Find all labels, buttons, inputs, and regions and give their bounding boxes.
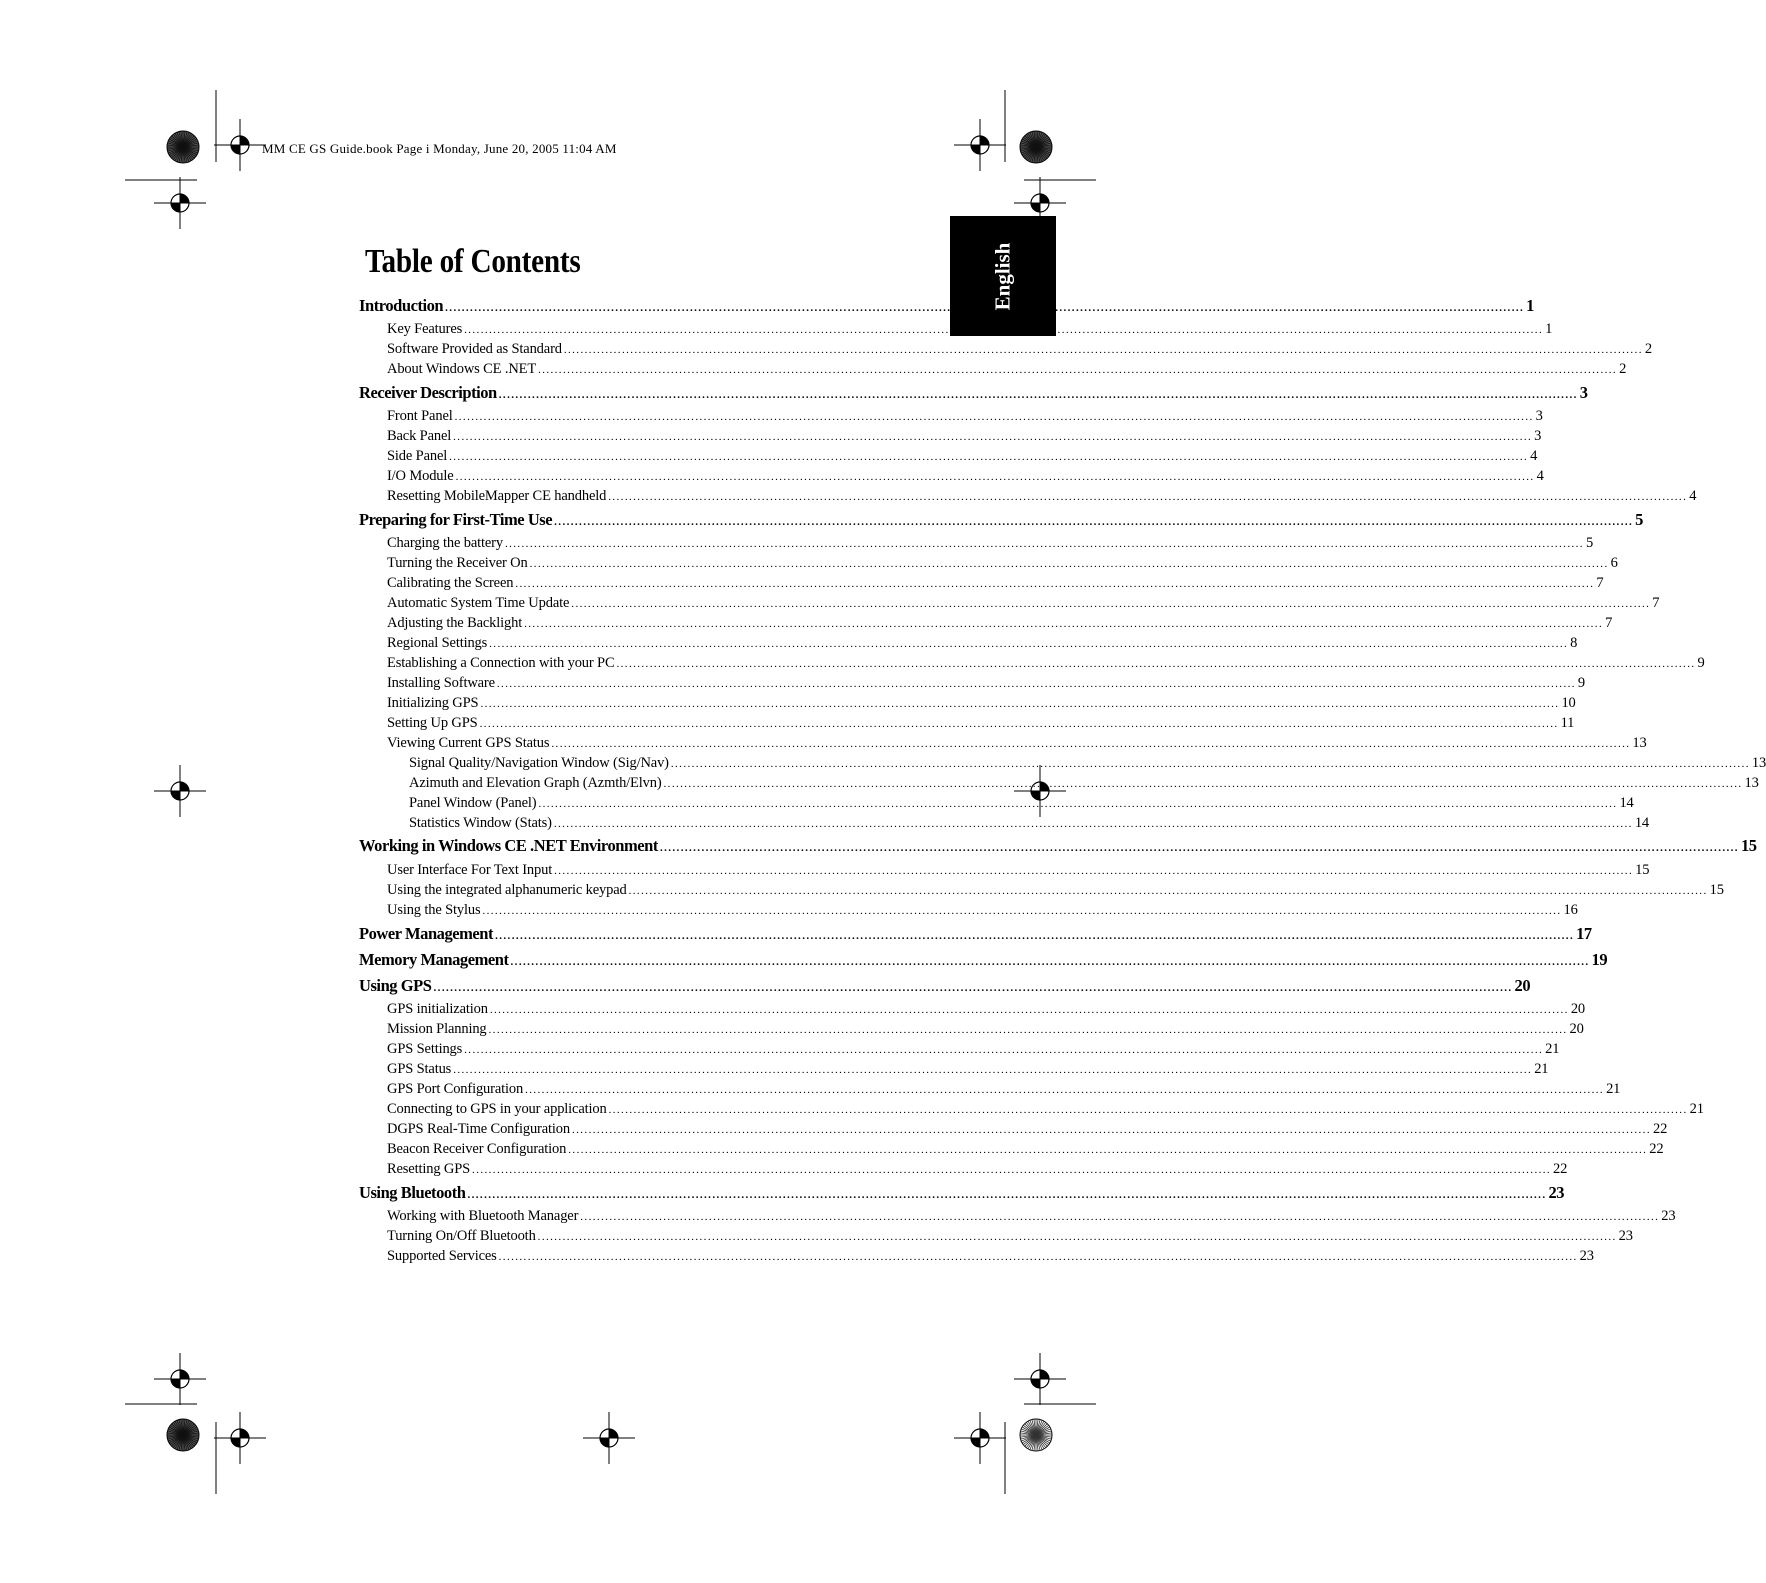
toc-entry-label: Statistics Window (Stats) (409, 815, 552, 831)
toc-section-entry (387, 653, 1705, 673)
toc-entry-page-number: 3 (1579, 383, 1588, 402)
toc-entry-page-number: 5 (1635, 510, 1643, 529)
toc-entry-page-number: 14 (1634, 815, 1650, 831)
toc-entry-label: Back Panel (387, 428, 452, 444)
toc-section-entry (387, 339, 1652, 359)
dot-leader: .................................................................................................................................................................................................................................................................... (538, 364, 1618, 376)
toc-section-entry (387, 900, 1578, 920)
dot-leader: .................................................................................................................................................................................................................................................................... (553, 818, 1633, 830)
toc-entry-label: Resetting MobileMapper CE handheld (387, 488, 607, 504)
dot-leader: .................................................................................................................................................................................................................................................................... (628, 885, 1708, 897)
toc-entry-page-number: 4 (1536, 468, 1544, 484)
toc-entry-label: Automatic System Time Update (387, 595, 570, 611)
toc-entry-page-number: 21 (1534, 1061, 1549, 1077)
dot-leader: .................................................................................................................................................................................................................................................................... (608, 491, 1688, 503)
toc-entry-page-number: 22 (1553, 1161, 1568, 1177)
toc-entry-page-number: 20 (1570, 1001, 1586, 1017)
dot-leader: .................................................................................................................................................................................................................................................................... (568, 1144, 1648, 1156)
dot-leader: .................................................................................................................................................................................................................................................................... (455, 471, 1535, 483)
toc-entry-page-number: 22 (1649, 1141, 1664, 1157)
toc-entry-label: Setting Up GPS (387, 715, 478, 731)
toc-entry-label: Beacon Receiver Configuration (387, 1141, 567, 1157)
toc-entry-label: Introduction (359, 296, 444, 315)
dot-leader: .................................................................................................................................................................................................................................................................... (616, 658, 1696, 670)
toc-entry-page-number: 16 (1563, 902, 1578, 918)
toc-entry-label: Front Panel (387, 408, 453, 424)
dot-leader: .................................................................................................................................................................................................................................................................... (464, 324, 1544, 336)
dot-leader: .................................................................................................................................................................................................................................................................... (529, 558, 1609, 570)
dot-leader: .................................................................................................................................................................................................................................................................... (488, 1024, 1568, 1036)
toc-entry-page-number: 23 (1661, 1208, 1676, 1224)
dot-leader: .................................................................................................................................................................................................................................................................... (489, 638, 1569, 650)
toc-chapter-entry (359, 924, 1592, 944)
toc-entry-label: Turning the Receiver On (387, 555, 528, 571)
toc-entry-page-number: 22 (1652, 1121, 1668, 1137)
toc-entry-page-number: 21 (1545, 1041, 1560, 1057)
dot-leader: .................................................................................................................................................................................................................................................................... (670, 758, 1750, 770)
dot-leader: .................................................................................................................................................................................................................................................................... (515, 578, 1595, 590)
toc-entry-label: Initializing GPS (387, 695, 479, 711)
toc-entry-page-number: 4 (1530, 448, 1538, 464)
dot-leader: .................................................................................................................................................................................................................................................................... (580, 1211, 1660, 1223)
toc-entry-label: Signal Quality/Navigation Window (Sig/Nav) (409, 755, 669, 771)
toc-section-entry (387, 1119, 1668, 1139)
dot-leader: .................................................................................................................................................................................................................................................................... (554, 865, 1634, 877)
toc-section-entry (387, 1059, 1549, 1079)
toc-entry-label: Regional Settings (387, 635, 488, 651)
toc-entry-label: Mission Planning (387, 1021, 487, 1037)
dot-leader: .................................................................................................................................................................................................................................................................... (453, 431, 1533, 443)
toc-entry-page-number: 23 (1548, 1183, 1565, 1202)
toc-entry-label: Calibrating the Screen (387, 575, 514, 591)
toc-chapter-entry (359, 836, 1757, 856)
language-tab-label: English (990, 242, 1015, 310)
toc-entry-page-number: 15 (1709, 882, 1724, 898)
dot-leader: .................................................................................................................................................................................................................................................................... (571, 1124, 1651, 1136)
toc-entry-label: Panel Window (Panel) (409, 795, 537, 811)
toc-section-entry (387, 1206, 1676, 1226)
toc-section-entry (387, 673, 1585, 693)
dot-leader: .................................................................................................................................................................................................................................................................... (510, 956, 1590, 968)
toc-entry-page-number: 3 (1535, 408, 1543, 424)
dot-leader: .................................................................................................................................................................................................................................................................... (472, 1164, 1552, 1176)
toc-entry-page-number: 21 (1689, 1101, 1704, 1117)
toc-entry-label: Adjusting the Backlight (387, 615, 523, 631)
toc-entry-label: Resetting GPS (387, 1161, 471, 1177)
toc-entry-page-number: 6 (1610, 555, 1618, 571)
toc-entry-label: GPS Port Configuration (387, 1081, 524, 1097)
toc-entry-page-number: 21 (1606, 1081, 1621, 1097)
toc-entry-label: Receiver Description (359, 383, 497, 402)
toc-entry-label: Working in Windows CE .NET Environment (359, 836, 658, 855)
toc-section-entry (387, 1139, 1664, 1159)
dot-leader: .................................................................................................................................................................................................................................................................... (495, 930, 1575, 942)
toc-section-entry (387, 533, 1594, 553)
toc-section-entry (387, 466, 1544, 486)
toc-entry-page-number: 7 (1652, 595, 1660, 611)
toc-entry-label: Supported Services (387, 1248, 497, 1264)
toc-entry-label: Establishing a Connection with your PC (387, 655, 615, 671)
toc-section-entry (387, 553, 1618, 573)
toc-entry-label: GPS Status (387, 1061, 452, 1077)
toc-entry-page-number: 13 (1744, 775, 1759, 791)
toc-entry-label: Azimuth and Elevation Graph (Azmth/Elvn) (409, 775, 662, 791)
dot-leader: .................................................................................................................................................................................................................................................................... (537, 1231, 1617, 1243)
dot-leader: .................................................................................................................................................................................................................................................................... (464, 1044, 1544, 1056)
dot-leader: .................................................................................................................................................................................................................................................................... (554, 516, 1634, 528)
toc-section-entry (387, 693, 1576, 713)
toc-entry-page-number: 13 (1751, 755, 1766, 771)
dot-leader: .................................................................................................................................................................................................................................................................... (433, 982, 1513, 994)
dot-leader: .................................................................................................................................................................................................................................................................... (551, 738, 1631, 750)
toc-section-entry (387, 1019, 1584, 1039)
toc-section-entry (409, 773, 1759, 793)
toc-entry-page-number: 20 (1569, 1021, 1584, 1037)
toc-entry-label: GPS initialization (387, 1001, 488, 1017)
dot-leader: .................................................................................................................................................................................................................................................................... (489, 1004, 1569, 1016)
toc-chapter-entry (359, 976, 1531, 996)
dot-leader: .................................................................................................................................................................................................................................................................... (480, 698, 1560, 710)
toc-chapter-entry (359, 296, 1534, 316)
toc-section-entry (387, 593, 1660, 613)
toc-section-entry (387, 319, 1553, 339)
toc-entry-label: GPS Settings (387, 1041, 463, 1057)
dot-leader: .................................................................................................................................................................................................................................................................... (449, 451, 1529, 463)
toc-entry-page-number: 19 (1591, 950, 1608, 969)
dot-leader: .................................................................................................................................................................................................................................................................... (482, 905, 1562, 917)
toc-entry-page-number: 9 (1697, 655, 1705, 671)
dot-leader: .................................................................................................................................................................................................................................................................... (467, 1189, 1547, 1201)
toc-entry-label: Side Panel (387, 448, 448, 464)
toc-entry-label: DGPS Real-Time Configuration (387, 1121, 570, 1137)
toc-entry-label: About Windows CE .NET (387, 361, 537, 377)
toc-entry-page-number: 11 (1560, 715, 1575, 731)
toc-entry-page-number: 8 (1570, 635, 1578, 651)
toc-entry-label: Charging the battery (387, 535, 503, 551)
dot-leader: .................................................................................................................................................................................................................................................................... (498, 1251, 1578, 1263)
toc-section-entry (387, 446, 1538, 466)
toc-chapter-entry (359, 383, 1588, 403)
toc-chapter-entry (359, 950, 1608, 970)
toc-entry-page-number: 4 (1689, 488, 1697, 504)
toc-section-entry (387, 1159, 1568, 1179)
toc-entry-page-number: 9 (1577, 675, 1585, 691)
toc-entry-page-number: 15 (1635, 862, 1650, 878)
toc-section-entry (387, 860, 1650, 880)
toc-section-entry (387, 1039, 1560, 1059)
toc-entry-page-number: 5 (1585, 535, 1594, 551)
toc-entry-page-number: 20 (1514, 976, 1531, 995)
toc-section-entry (409, 793, 1634, 813)
toc-entry-label: Using GPS (359, 976, 432, 995)
toc-entry-page-number: 7 (1596, 575, 1604, 591)
toc-section-entry (387, 426, 1542, 446)
toc-section-entry (409, 753, 1766, 773)
toc-section-entry (387, 1099, 1704, 1119)
toc-section-entry (387, 713, 1575, 733)
dot-leader: .................................................................................................................................................................................................................................................................... (538, 798, 1618, 810)
toc-entry-page-number: 15 (1740, 836, 1757, 855)
toc-section-entry (387, 1226, 1633, 1246)
dot-leader: .................................................................................................................................................................................................................................................................... (504, 538, 1584, 550)
toc-section-entry (409, 813, 1650, 833)
toc-entry-label: Viewing Current GPS Status (387, 735, 550, 751)
toc-entry-page-number: 2 (1644, 341, 1652, 357)
toc-section-entry (387, 999, 1586, 1019)
toc-entry-page-number: 1 (1545, 321, 1553, 337)
toc-entry-label: Software Provided as Standard (387, 341, 562, 357)
dot-leader: .................................................................................................................................................................................................................................................................... (453, 1064, 1533, 1076)
toc-entry-label: Working with Bluetooth Manager (387, 1208, 579, 1224)
toc-entry-page-number: 17 (1576, 924, 1592, 943)
toc-entry-label: Connecting to GPS in your application (387, 1101, 607, 1117)
toc-entry-label: Memory Management (359, 950, 509, 969)
print-header-line: MM CE GS Guide.book Page i Monday, June 20, 2005 11:04 AM (262, 141, 617, 156)
dot-leader: .................................................................................................................................................................................................................................................................... (571, 598, 1651, 610)
toc-section-entry (387, 633, 1578, 653)
toc-chapter-entry (359, 510, 1643, 530)
toc-chapter-entry (359, 1183, 1565, 1203)
toc-section-entry (387, 573, 1604, 593)
page-title: Table of Contents (365, 243, 581, 280)
toc-entry-page-number: 3 (1534, 428, 1542, 444)
toc-entry-label: Turning On/Off Bluetooth (387, 1228, 536, 1244)
dot-leader: .................................................................................................................................................................................................................................................................... (659, 842, 1739, 854)
dot-leader: .................................................................................................................................................................................................................................................................... (445, 302, 1525, 314)
toc-entry-page-number: 23 (1618, 1228, 1633, 1244)
toc-entry-page-number: 23 (1579, 1248, 1594, 1264)
toc-entry-label: Installing Software (387, 675, 495, 691)
toc-entry-page-number: 14 (1619, 795, 1634, 811)
toc-section-entry (387, 359, 1627, 379)
toc-entry-page-number: 1 (1526, 296, 1534, 315)
dot-leader: .................................................................................................................................................................................................................................................................... (496, 678, 1576, 690)
toc-section-entry (387, 733, 1647, 753)
dot-leader: .................................................................................................................................................................................................................................................................... (608, 1104, 1688, 1116)
dot-leader: .................................................................................................................................................................................................................................................................... (454, 411, 1534, 423)
toc-entry-label: Using the Stylus (387, 902, 481, 918)
toc-entry-page-number: 13 (1632, 735, 1647, 751)
toc-entry-page-number: 2 (1619, 361, 1627, 377)
toc-entry-label: Using Bluetooth (359, 1183, 466, 1202)
dot-leader: .................................................................................................................................................................................................................................................................... (525, 1084, 1605, 1096)
toc-entry-label: Using the integrated alphanumeric keypad (387, 882, 627, 898)
toc-entry-label: Power Management (359, 924, 494, 943)
toc-entry-label: I/O Module (387, 468, 454, 484)
toc-entry-page-number: 10 (1561, 695, 1576, 711)
dot-leader: .................................................................................................................................................................................................................................................................... (479, 718, 1559, 730)
toc-section-entry (387, 486, 1697, 506)
toc-entry-label: Key Features (387, 321, 463, 337)
toc-section-entry (387, 1246, 1594, 1266)
dot-leader: .................................................................................................................................................................................................................................................................... (498, 389, 1578, 401)
toc-entry-label: Preparing for First-Time Use (359, 510, 553, 529)
dot-leader: .................................................................................................................................................................................................................................................................... (524, 618, 1604, 630)
dot-leader: .................................................................................................................................................................................................................................................................... (563, 344, 1643, 356)
toc-section-entry (387, 613, 1613, 633)
toc-section-entry (387, 1079, 1621, 1099)
toc-section-entry (387, 880, 1724, 900)
toc-entry-label: User Interface For Text Input (387, 862, 553, 878)
toc-section-entry (387, 406, 1543, 426)
toc-entry-page-number: 7 (1605, 615, 1613, 631)
dot-leader: .................................................................................................................................................................................................................................................................... (663, 778, 1743, 790)
